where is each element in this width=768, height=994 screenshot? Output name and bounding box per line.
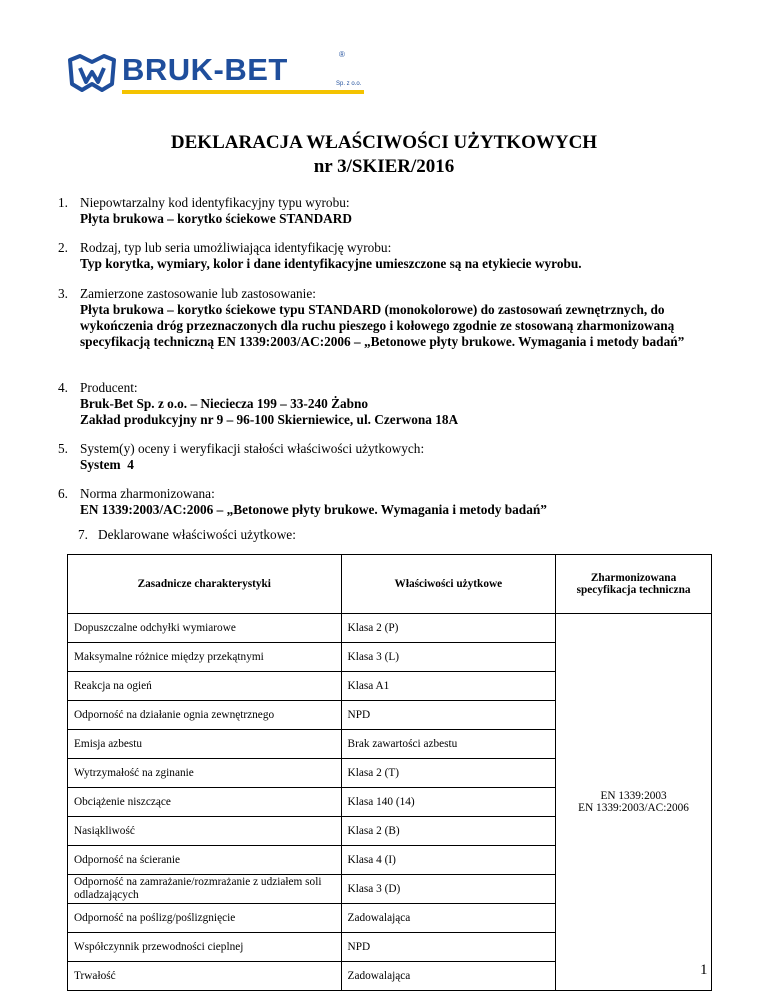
logo-registered-mark: ®: [339, 50, 345, 59]
header-specification: Zharmonizowana specyfikacja techniczna: [556, 555, 712, 614]
characteristic-cell: Odporność na zamrażanie/rozmrażanie z udziałem soli odladzających: [68, 875, 342, 904]
section-2: [58, 240, 720, 272]
characteristic-cell: Współczynnik przewodności cieplnej: [68, 933, 342, 962]
logo-wordmark: BRUK-BET: [122, 52, 288, 87]
performance-cell: Klasa 2 (P): [341, 614, 556, 643]
section-3: [58, 286, 720, 350]
header-performance: Właściwości użytkowe: [341, 555, 556, 614]
section-value: System 4: [80, 457, 134, 472]
section-label: Norma zharmonizowana:: [80, 486, 215, 501]
section-value: EN 1339:2003/AC:2006 – „Betonowe płyty brukowe. Wymagania i metody badań”: [80, 502, 547, 517]
performance-cell: Zadowalająca: [341, 904, 556, 933]
performance-cell: Klasa 2 (T): [341, 759, 556, 788]
section-5: [58, 441, 720, 473]
section-value: Płyta brukowa – korytko ściekowe STANDARD: [80, 211, 352, 226]
characteristic-cell: Emisja azbestu: [68, 730, 342, 759]
logo-company-suffix: Sp. z o.o.: [336, 81, 362, 87]
section-label: System(y) oceny i weryfikacji stałości właściwości użytkowych:: [80, 441, 425, 456]
section-4: [58, 380, 720, 428]
table-header-row: [68, 555, 712, 614]
section-number: 4.: [58, 380, 68, 395]
performance-cell: NPD: [341, 701, 556, 730]
performance-cell: NPD: [341, 933, 556, 962]
specification-cell: [556, 614, 712, 991]
characteristic-cell: Odporność na działanie ognia zewnętrznego: [68, 701, 342, 730]
characteristic-cell: Nasiąkliwość: [68, 817, 342, 846]
performance-cell: Klasa 3 (D): [341, 875, 556, 904]
section-7: [78, 527, 738, 543]
section-label: Producent:: [80, 380, 138, 395]
section-label: Deklarowane właściwości użytkowe:: [98, 527, 296, 542]
table-row: [68, 614, 712, 643]
section-value: Bruk-Bet Sp. z o.o. – Nieciecza 199 – 33-240 Żabno: [80, 396, 369, 411]
document-number: nr 3/SKIER/2016: [313, 156, 455, 177]
performance-cell: Klasa 2 (B): [341, 817, 556, 846]
characteristic-cell: Maksymalne różnice między przekątnymi: [68, 643, 342, 672]
characteristic-cell: Trwałość: [68, 962, 342, 991]
bruk-bet-emblem-icon: [66, 50, 118, 94]
section-label: Rodzaj, typ lub seria umożliwiająca identyfikację wyrobu:: [80, 240, 392, 255]
section-6: [58, 486, 720, 518]
characteristic-cell: Odporność na poślizg/poślizgnięcie: [68, 904, 342, 933]
characteristic-cell: Obciążenie niszczące: [68, 788, 342, 817]
spec-line-2: EN 1339:2003/AC:2006: [578, 802, 689, 814]
performance-cell: Brak zawartości azbestu: [341, 730, 556, 759]
company-logo: [66, 50, 366, 98]
page-number: 1: [700, 962, 708, 978]
document-title: DEKLARACJA WŁAŚCIWOŚCI UŻYTKOWYCH: [170, 132, 598, 153]
performance-cell: Klasa A1: [341, 672, 556, 701]
spec-line-1: EN 1339:2003: [600, 790, 667, 802]
section-number: 6.: [58, 486, 68, 501]
characteristic-cell: Dopuszczalne odchyłki wymiarowe: [68, 614, 342, 643]
section-1: [58, 195, 720, 227]
characteristic-cell: Odporność na ścieranie: [68, 846, 342, 875]
logo-accent-bar: [122, 90, 364, 94]
section-value-2: Zakład produkcyjny nr 9 – 96-100 Skierniewice, ul. Czerwona 18A: [80, 412, 459, 427]
section-number: 2.: [58, 240, 68, 255]
performance-cell: Klasa 4 (I): [341, 846, 556, 875]
performance-cell: Zadowalająca: [341, 962, 556, 991]
header-characteristics: Zasadnicze charakterystyki: [68, 555, 342, 614]
section-number: 3.: [58, 286, 68, 301]
section-value: Płyta brukowa – korytko ściekowe typu STANDARD (monokolorowe) do zastosowań zewnętrznych, do wykończenia dróg przeznaczonych dla ruchu pieszego i kołowego zgodnie ze stosowaną zharmonizowaną specyfikacją techniczną EN 1339:2003/AC:2006 – „Betonowe płyty brukowe. Wymagania i metody badań”: [80, 302, 685, 349]
section-number: 1.: [58, 195, 68, 210]
characteristic-cell: Wytrzymałość na zginanie: [68, 759, 342, 788]
section-number: 7.: [78, 527, 88, 542]
performance-cell: Klasa 3 (L): [341, 643, 556, 672]
performance-cell: Klasa 140 (14): [341, 788, 556, 817]
section-label: Zamierzone zastosowanie lub zastosowanie:: [80, 286, 316, 301]
section-value: Typ korytka, wymiary, kolor i dane identyfikacyjne umieszczone są na etykiecie wyrobu.: [80, 256, 582, 271]
section-label: Niepowtarzalny kod identyfikacyjny typu wyrobu:: [80, 195, 350, 210]
characteristic-cell: Reakcja na ogień: [68, 672, 342, 701]
section-number: 5.: [58, 441, 68, 456]
declared-properties-table: [67, 554, 712, 991]
